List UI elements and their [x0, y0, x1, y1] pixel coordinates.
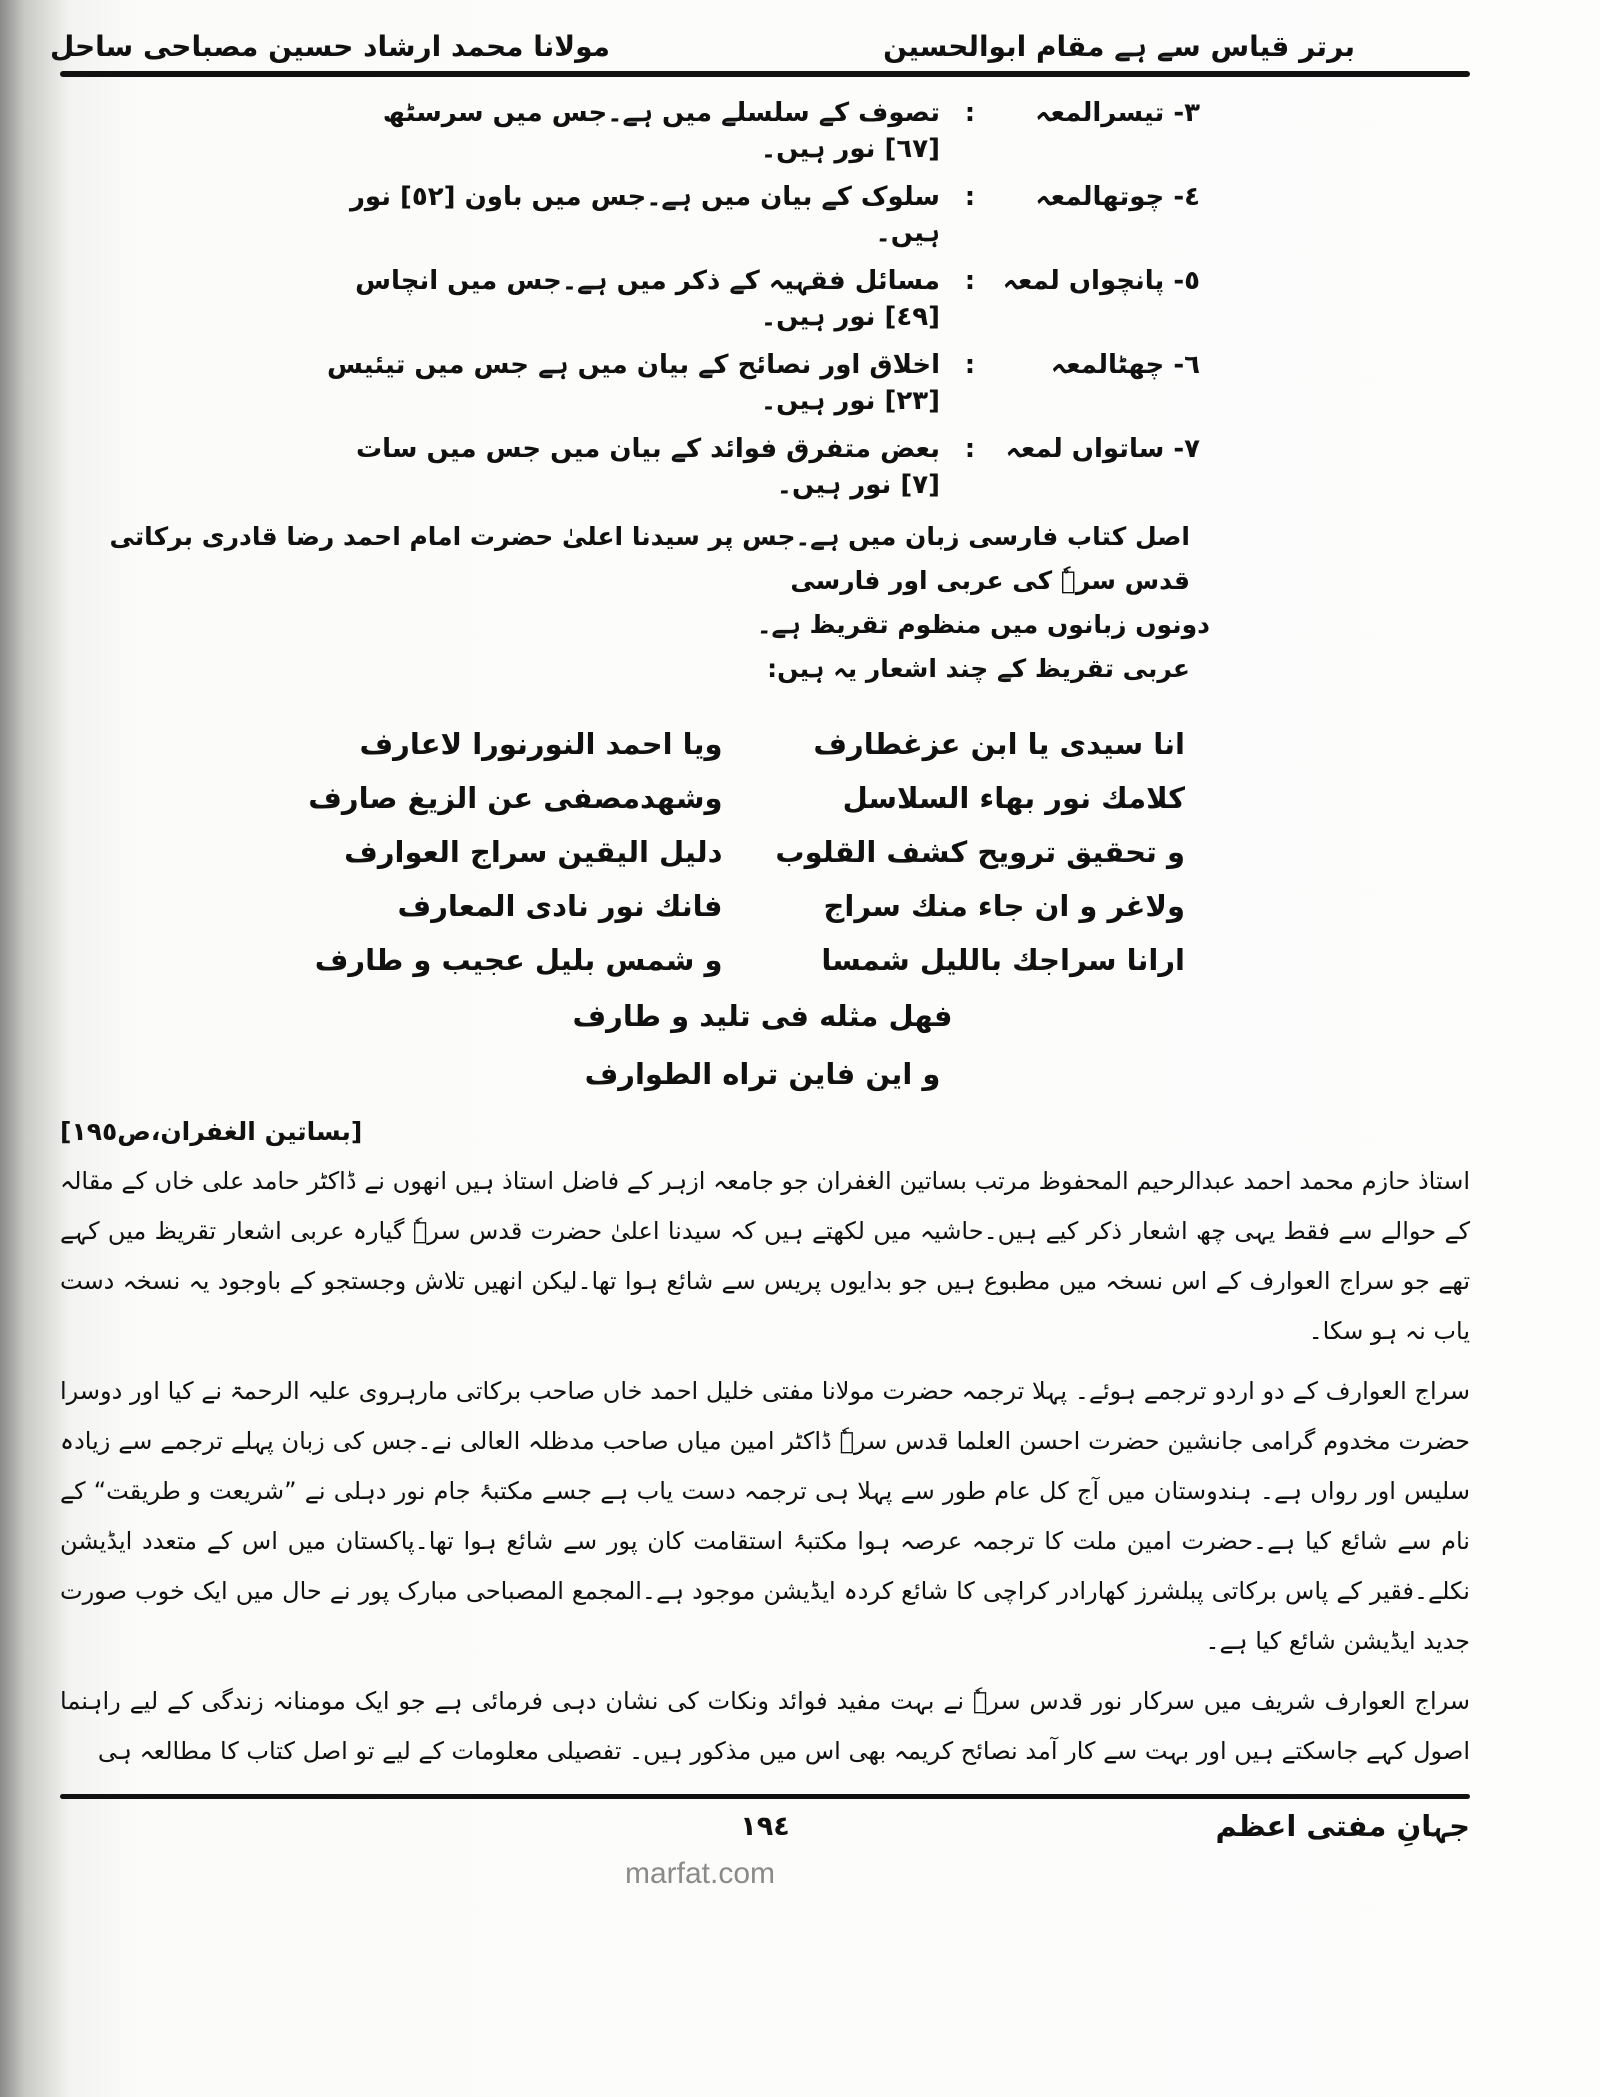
paragraph-2	[60, 1156, 1470, 1356]
poem	[300, 717, 1185, 1103]
list-item	[60, 263, 1200, 335]
poem-couplet	[300, 717, 1185, 771]
poem-verse-second: وشهدمصفی عن الزیغ صارف	[308, 781, 723, 815]
list-label: ٥- پانچواں لمعہ	[1002, 266, 1200, 296]
list-text: مسائل فقہیہ کے ذکر میں ہے۔جس میں انچاس [٤٩] نور ہیں۔	[355, 266, 940, 332]
footer-book-title: جہانِ مفتی اعظم	[1215, 1809, 1470, 1843]
list-sep: :	[964, 434, 976, 464]
intro	[60, 515, 1210, 691]
list-item	[60, 347, 1200, 419]
paragraph-line: متعدد ایڈیشن نکلے۔فقیر کے پاس برکاتی پبلشرز کھارادر کراچی کا شائع کردہ ایڈیشن موجود ہے۔المجمع المصباحی مبارک پور نے حال میں ایک	[60, 1527, 1470, 1605]
poem-couplet	[300, 933, 1185, 987]
list-label: ٧- ساتواں لمعہ	[1005, 434, 1200, 464]
poem-couplet	[300, 771, 1185, 825]
paragraph-line: اور دوسرا حضرت مخدوم گرامی جانشین حضرت احسن العلما قدس سرہٗ ڈاکٹر امین میاں صاحب مدظلہ العالی نے۔جس کی زبان پہلے ترجمے سے	[60, 1377, 1470, 1455]
list-item	[60, 95, 1200, 167]
poem-verse-first: و تحقیق ترویح کشف القلوب	[775, 835, 1185, 869]
list-text: اخلاق اور نصائح کے بیان میں ہے جس میں تیئیس [٢٣] نور ہیں۔	[326, 350, 940, 416]
list-sep: :	[964, 350, 976, 380]
running-header	[50, 30, 1470, 63]
list-item	[60, 179, 1200, 251]
poem-verse-second: دلیل الیقین سراج العوارف	[344, 835, 723, 869]
list-text: تصوف کے سلسلے میں ہے۔جس میں سرسٹھ [٦٧] نور ہیں۔	[382, 98, 940, 164]
poem-verse-first: انا سیدی یا ابن عزغطارف	[813, 727, 1185, 761]
footer	[60, 1809, 1470, 1843]
poem-verse-second: فانك نور نادی المعارف	[397, 889, 723, 923]
paragraph-line: طریقت“ کے نام سے شائع کیا ہے۔حضرت امین ملت کا ترجمہ عرصہ ہوا مکتبۂ استقامت کان پور سے شائع ہوا تھا۔پاکستان میں اس کے	[60, 1477, 1470, 1555]
header-rule	[60, 71, 1470, 77]
poem-verse-second: ویا احمد النورنورا لاعارف	[359, 727, 723, 761]
intro-line: اصل کتاب فارسی زبان میں ہے۔جس پر سیدنا اعلیٰ حضرت امام احمد رضا قادری برکاتی قدس سرہٗ کی عربی اور فارسی	[109, 522, 1190, 595]
poem-couplet	[300, 879, 1185, 933]
poem-verse-first: ارانا سراجك بالليل شمسا	[821, 943, 1185, 977]
list-item	[60, 431, 1200, 503]
running-title: برتر قیاس سے ہے مقام ابوالحسین	[883, 30, 1355, 63]
list-text: بعض متفرق فوائد کے بیان میں جس میں سات [٧] نور ہیں۔	[355, 434, 940, 500]
poem-tail-verse: فهل مثله فی تليد و طارف	[572, 999, 953, 1033]
paragraph-line: میں کہے تھے جو سراج العوارف کے اس نسخہ میں مطبوع ہیں جو بدایوں پریس سے شائع ہوا تھا۔لیکن انھیں تلاش وجستجو کے باوجود یہ نسخہ	[60, 1217, 1470, 1295]
paragraph-line: سراج العوارف کے دو اردو ترجمے ہوئے۔ پہلا ترجمہ حضرت مولانا مفتی خلیل احمد خاں صاحب برکاتی مارہروی علیہ الرحمۃ نے کیا	[167, 1377, 1470, 1405]
list-label: ٤- چوتھالمعہ	[1035, 182, 1200, 212]
poem-verse-first: ولاغر و ان جاء منك سراج	[823, 889, 1185, 923]
paragraph-line: خوب صورت جدید ایڈیشن شائع کیا ہے۔	[60, 1577, 1470, 1655]
citation: [بساتین الغفران،ص١٩٥]	[60, 1117, 363, 1146]
page-number: ١٩٤	[740, 1810, 790, 1842]
paragraph-line: دست یاب نہ ہو سکا۔	[60, 1267, 1470, 1345]
paragraph-line: راہنما اصول کہے جاسکتے ہیں اور بہت سے کار آمد نصائح کریمہ بھی اس میں مذکور ہیں۔ تفصیلی معلومات کے لیے تو اصل کتاب کا مطالعہ ہی	[60, 1687, 1470, 1765]
list-text: سلوک کے بیان میں ہے۔جس میں باون [٥٢] نور ہیں۔	[349, 182, 940, 248]
intro-line: دونوں زبانوں میں منظوم تقریظ ہے۔	[756, 610, 1210, 639]
paragraph-4	[60, 1676, 1470, 1776]
poem-verse-first: کلامك نور بهاء السلاسل	[842, 781, 1185, 815]
list-sep: :	[964, 182, 976, 212]
intro-line: عربی تقریظ کے چند اشعار یہ ہیں:	[767, 654, 1190, 683]
paragraph-3	[60, 1366, 1470, 1666]
list-label: ٣- تیسرالمعہ	[1035, 98, 1200, 128]
poem-tail-verse: و اين فاين تراه الطوارف	[584, 1057, 941, 1091]
paragraph-line: خاں کے مقالہ کے حوالے سے فقط یہی چھ اشعار ذکر کیے ہیں۔حاشیہ میں لکھتے ہیں کہ سیدنا اعلیٰ حضرت قدس سرہٗ گیارہ عربی اشعار تقریظ	[60, 1167, 1470, 1245]
paragraph-line: سراج العوارف شریف میں سرکار نور قدس سرہٗ نے بہت مفید فوائد ونکات کی نشان دہی فرمائی ہے جو ایک مومنانہ زندگی کے لیے	[129, 1687, 1470, 1715]
paragraph-line: زیادہ سلیس اور رواں ہے۔ ہندوستان میں آج کل عام طور سے پہلا ہی ترجمہ دست یاب ہے جسے مکتبۂ جام نور دہلی نے ”شریعت و	[60, 1427, 1470, 1505]
watermark: marfat.com	[624, 1857, 776, 1890]
list-label: ٦- چھٹالمعہ	[1050, 350, 1200, 380]
list-sep: :	[964, 98, 976, 128]
poem-couplet	[300, 825, 1185, 879]
list-sep: :	[964, 266, 976, 296]
poem-verse-second: و شمس بليل عجيب و طارف	[314, 943, 723, 977]
paragraph-line: استاذ حازم محمد احمد عبدالرحیم المحفوظ مرتب بساتین الغفران جو جامعہ ازہر کے فاضل استاذ ہیں انھوں نے ڈاکٹر حامد علی	[202, 1167, 1470, 1195]
footer-rule	[60, 1794, 1470, 1799]
running-author: مولانا محمد ارشاد حسین مصباحی ساحل	[50, 30, 610, 63]
chapter-list	[60, 95, 1470, 503]
